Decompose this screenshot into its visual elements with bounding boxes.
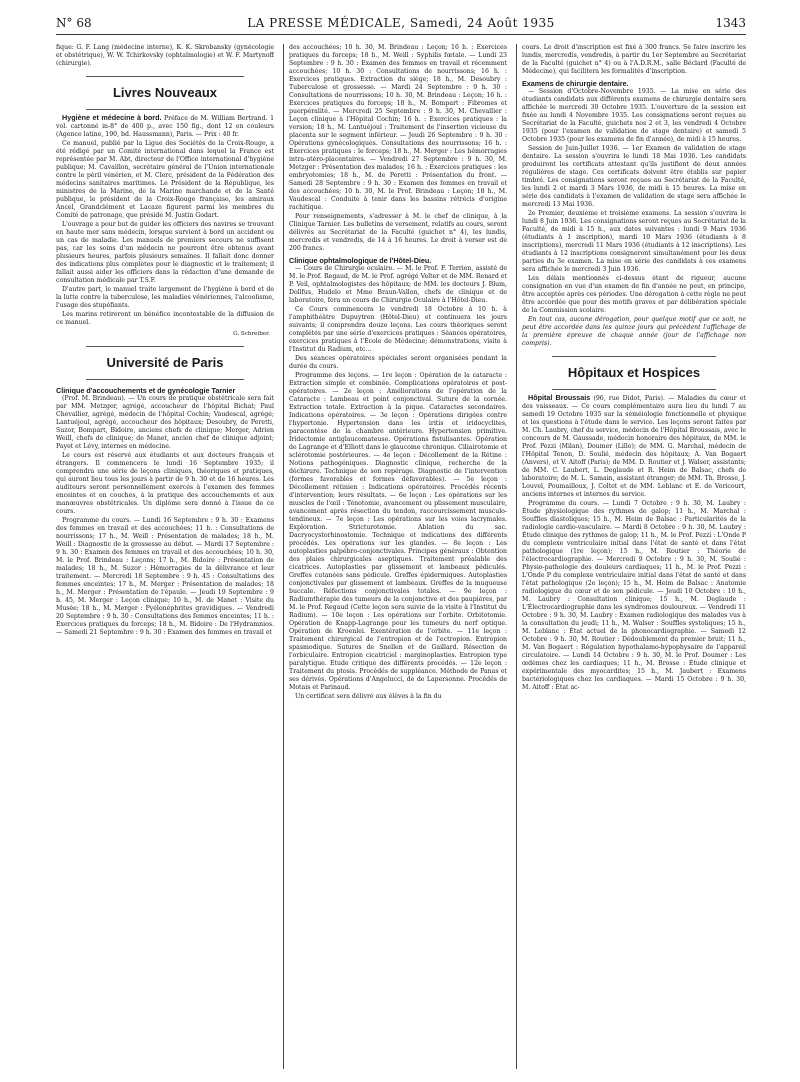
clinic-title: Clinique ophtalmologique de l'Hôtel-Dieu. <box>289 256 432 265</box>
paragraph: D'autre part, le manuel traite largement de l'hygiène à bord et de la lutte contre la tuberculose, les maladies vénériennes, l'alcoolisme, l'usage des stupéfiants. <box>56 286 274 309</box>
journal-title: LA PRESSE MÉDICALE, Samedi, 24 Août 1935 <box>247 16 555 30</box>
paragraph: En tout cas, aucune dérogation, pour quelque motif que ce soit, ne peut être accordée dans les quinze jours qui précèdent l'affichage de la première épreuve de chaque année (jour de l'affichage non compris). <box>522 316 746 347</box>
paragraph: Pour renseignements, s'adresser à M. le chef de clinique, à la Clinique Tarnier. Les bulletins de versement, relatifs au cours, seront délivrés au Secrétariat de la Faculté (guichet n° 4), les lundis, mercredis et vendredis, de 14 à 16 heures. Le droit à verser est de 200 francs. <box>289 213 507 252</box>
clinic-title: Clinique d'accouchements et de gynécologie Tarnier <box>56 386 236 395</box>
paragraph: Ce manuel, publié par la Ligue des Sociétés de la Croix-Rouge, a été rédigé par un Comité international dans lequel la France est représentée par M. Abt, directeur de l'Office international d'hygiène publique; M. Cavaillon, secrétaire général de l'Union internationale contre le péril vénérien, et M. Clerc, président de la Fédération des médecins sanitaires maritimes. Le Président de la République, les ministres de la Marine, de la Marine marchande et de la Santé publique, le président de la Croix-Rouge française, les amiraux Ancel, Grandclément et Lacaze figurent parmi les membres du Comité de patronage, que préside M. Justin Godart. <box>56 140 274 219</box>
paragraph: 2e Premier, deuxième et troisième examens. La session s'ouvrira le lundi 8 Juin 1936. Les consignations seront reçues au Secrétariat de la Faculté, de midi à 15 h., aux dates suivantes : lundi 9 Mars 1936 (étudiants à 1 inscription), mardi 10 Mars 1936 (étudiants à 8 inscriptions), mercredi 11 Mars 1936 (étudiants à 12 inscriptions). Les étudiants à 12 inscriptions consigneront simultanément pour les deux parties du 3e examen. La mise en série des candidats à ces examens sera affichée le mercredi 3 Juin 1936. <box>522 210 746 273</box>
paragraph: L'ouvrage a pour but de guider les officiers des navires se trouvant en haute mer sans médecin, lorsque survient à bord un accident ou un cas de maladie. Les manuels de premiers secours ne suffisent pas, car les soins d'un médecin ne pourront être obtenus avant plusieurs heures, parfois plusieurs semaines. Il fallait donc donner des indications plus complètes pour le diagnostic et le traitement; il fallait aussi aider les officiers dans la rédaction d'une demande de consultation médicale par T.S.F. <box>56 221 274 284</box>
book-title: Hygiène et médecine à bord. <box>62 113 162 122</box>
exam-title: Examens de chirurgie dentaire. <box>522 79 629 88</box>
paragraph: des accouchées; 10 h. 30, M. Brindeau : Leçon; 16 h. : Exercices pratiques du forceps; 18 h., M. Weill : Syphilis fœtale. — Lundi 23 Septembre : 9 h. 30 : Examen des femmes en travail et récemment accouchées; 10 h. 30 : Consultations de nourrissons; 16 h. : Exercices pratiques. Extraction du siège; 18 h., M. Desoubry : Tuberculose et grossesse. — Mardi 24 Septembre : 9 h. 30 : Consultations de nourrissons; 10 h. 30, M. Brindeau : Leçon; 16 h. : Exercices pratiques du forceps; 18 h., M. Bompart : Fibromes et puerpéralité. — Mercredi 25 Septembre : 9 h. 30, M. Chevallier : Leçon clinique à l'Hôpital Cochin; 16 h. : Exercices pratiques : la version; 18 h., M. Lantuéjoul : Traitement de l'insertion vicieuse du placenta sur le segment inférieur. — Jeudi 26 Septembre : 9 h. 30 : Opérations gynécologiques. Consultations des nourrissons; 16 h. : Exercices pratiques : le forceps; 18 h., M. Merger : Les hémorragies intra-utéro-placentaires. — Vendredi 27 Septembre : 9 h. 30, M. Metzger : Présentation des malades; 16 h. : Exercices pratiques : les embryotomies; 18 h., M. de Peretti : Présentation du front. — Samedi 28 Septembre : 9 h. 30 : Examen des femmes en travail et des accouchées; 10 h. 30, M. le Prof. Brindeau : Leçon; 18 h., M. Vaudescal : Conduite à tenir dans les bassins rétrécis d'origine rachitique. <box>289 44 507 211</box>
column-divider <box>516 44 517 1069</box>
page-header <box>56 12 746 35</box>
paragraph: Ce Cours commencera le vendredi 18 Octobre à 10 h. à l'amphithéâtre Dupuytren (Hôtel-Dieu) et continuera les jours suivants; il comprendra douze leçons. Les cours théoriques seront complétés par une série d'exercices pratiques : Séances opératoires, exercices pratiques à l'École de Médecine; démonstrations, visite à l'Institut du Radium, etc... <box>289 306 507 353</box>
paragraph: — Session d'Octobre-Novembre 1935. — La mise en série des étudiants candidats aux différents examens de chirurgie dentaire sera affichée le mercredi 30 Octobre 1935. L'ouverture de la session est fixée au lundi 4 Novembre 1935. Les consignations seront reçues au Secrétariat de la Faculté, guichets nos 2 et 3, les vendredi 4 Octobre 1935 (pour l'examen de validation de stage dentaire) et samedi 5 Octobre 1935 (pour les examens de fin d'année), de midi à 15 heures. <box>522 88 746 143</box>
paragraph: Des séances opératoires spéciales seront organisées pendant la durée du cours. <box>289 355 507 370</box>
paragraph: cours. Le droit d'inscription est fixé à 300 francs. Se faire inscrire les lundis, mercredis, vendredis, à partir du 1er Septembre au Secrétariat de la Faculté (guichet n° 4) ou à l'A.D.R.M., salle Béclard (Faculté de Médecine), qui facilitera les formalités d'inscription. <box>522 44 746 75</box>
paragraph: Programme du cours. — Lundi 7 Octobre : 9 h. 30, M. Laubry : Étude physiologique des rythmes de galop; 11 h., M. Marchal : Souffles diastoliques; 15 h., M. Heim de Balsac : Particularités de la radiologie cardio-vasculaire. — Mardi 8 Octobre : 9 h. 30, M. Laubry : Étude clinique des rythmes de galop; 11 h., M. le Prof. Pezzi : L'Onde P du complexe ventriculaire initial dans l'état de santé et dans l'état pathologique (1re leçon); 15 h., M. Routier : Théorie de l'électrocardiographie. — Mercredi 9 Octobre : 9 h. 30, M. Soulié : Physio-pathologie des douleurs cardiaques; 11 h., M. le Prof. Pezzi : L'Onde P du complexe ventriculaire initial dans l'état de santé et dans l'état pathologique (2e leçon); 15 h., M. Heim de Balsac : Anatomie radiologique du cœur et de son pédicule. — Jeudi 10 Octobre : 10 h., M. Laubry : Consultation clinique; 15 h., M. Deglaude : L'Électrocardiographie dans les syndromes douloureux. — Vendredi 11 Octobre : 9 h. 30, M. Laubry : Examen radiologique des malades vus à la consultation du jeudi; 11 h., M. Walser : Souffles systoliques; 15 h., M. Leblanc : État actuel de la phonocardiographie. — Samedi 12 Octobre : 9 h. 30, M. Routier : Dédoublement du premier bruit; 11 h., M. Van Bogaert : Régulation hypothalamo-hypophysaire de l'appareil circulatoire. — Lundi 14 Octobre : 9 h. 30, M. le Prof. Doumer : Les œdèmes chez les cardiaques; 11 h., M. Brosse : Étude clinique et expérimentale des myocardites; 15 h., M. Jaubert : Examens bactériologiques chez les cardiaques. — Mardi 15 Octobre : 9 h. 30, M. Aitoff : État ac- <box>522 500 746 691</box>
column-1 <box>56 44 274 1069</box>
intro-text: fique: G. F. Lang (médecine interne), K. K. Skrobansky (gynécologie et obstétrique), W. W. Tchirkovsky (ophtalmologie) et W. F. Martynoff (chirurgie). <box>56 44 274 67</box>
paragraph: — Cours de Chirurgie oculaire. — M. le Prof. F. Terrien, assisté de M. le Prof. Regaud, de M. le Prof. agrégé Velter et de MM. Renard et P. Veil, ophtalmologistes des hôpitaux; de MM. les docteurs J. Blum, Dollfus, Hudelo et Mme Braun-Vallon, chefs de clinique et de laboratoire, fera un cours de Chirurgie Oculaire à l'Hôtel-Dieu. <box>289 265 507 304</box>
paragraph: Les délais mentionnés ci-dessus étant de rigueur, aucune consignation en vue d'un examen de fin d'année ne peut, en principe, être acceptée après ces périodes. Une dérogation à cette règle ne peut être accordée que pour des motifs graves et par délibération spéciale de la Commission scolaire. <box>522 275 746 314</box>
section-rule <box>552 356 716 357</box>
section-rule <box>86 346 244 347</box>
paragraph: Le cours est réservé aux étudiants et aux docteurs français et étrangers. Il commencera le lundi 16 Septembre 1935; il comprendra une série de leçons cliniques, théoriques et pratiques, qui auront lieu tous les jours à partir de 9 h. 30 et de 16 heures. Les auditeurs seront personnellement exercés à l'examen des femmes enceintes et en couches, à la pratique des accouchements et aux manœuvres obstétricales. Un diplôme sera donné à l'issue de ce cours. <box>56 452 274 515</box>
paragraph: Un certificat sera délivré aux élèves à la fin du <box>295 693 442 700</box>
paragraph: (Prof. M. Brindeau). — Un cours de pratique obstétricale sera fait par MM. Metzger, agrégé, accoucheur de l'hôpital Bichat; Paul Chevallier, agrégé, médecin de l'hôpital Cochin; Vaudescal, agrégé; Lantuéjoul, agrégé, accoucheur des hôpitaux; Desoubry, de Peretti, Suzor, Bompart, Bidoire, anciens chefs de clinique; Merger, Adrien Weill, chefs de clinique; de Manet, ancien chef de clinique adjoint; Payet et Lévy, internes en médecine. <box>56 395 274 450</box>
column-3 <box>522 44 746 1069</box>
book-reference: Préface de M. William Bertrand. 1 vol. cartonné in-8° de 400 p., avec 150 fig., dont 12 en couleurs (Agence latine, 190, bd. Haussmann), Paris. — Prix : 40 fr. <box>56 115 274 138</box>
issue-number: N° 68 <box>56 16 92 30</box>
paragraph: Les marins retireront un bénéfice incontestable de la diffusion de ce manuel. <box>56 311 274 326</box>
paragraph: Session de Juin-Juillet 1936. — 1er Examen de validation de stage dentaire. La session s'ouvrira le lundi 18 Mai 1936. Les candidats produiront les certificats attestant qu'ils justifient de deux années régulières de stage. Ces certificats doivent être établis sur papier timbré. Les consignations seront reçues au Secrétariat de la Faculté, les lundi 2 et mardi 3 Mars 1936, de midi à 15 heures. La mise en série des candidats à l'examen de validation de stage sera affichée le mercredi 13 Mai 1936. <box>522 145 746 208</box>
column-2 <box>289 44 507 1069</box>
section-title-universite: Université de Paris <box>106 355 224 370</box>
column-divider <box>283 44 284 1069</box>
signature: G. Schreiber. <box>233 331 270 337</box>
page-number: 1343 <box>715 16 746 30</box>
section-title-livres: Livres Nouveaux <box>112 85 218 100</box>
hospital-title: Hôpital Broussais <box>528 393 591 402</box>
hospital-text: (96, rue Didot, Paris). — Maladies du cœur et des vaisseaux. — Ce cours complémentaire aura lieu du lundi 7 au samedi 19 Octobre 1935 sur la séméiologie fonctionnelle et physique et les questions à l'étude dans le service. Les leçons seront faites par M. Ch. Laubry, chef du service, médecin de l'Hôpital Broussais, avec le concours de M. Gaussade, médecin honoraire des hôpitaux, de MM. le Prof. Pezzi (Milan), Doumer (Lille); de MM. G. Marchal, médecin de l'Hôpital Tenon, D. Soulié, médecin des hôpitaux; A. Van Bogaert (Anvers), et V. Aitoff (Paris); de MM. D. Routier et J. Walser, assistants; de MM. C. Laubert, L. Deglaude et R. Heim de Balsac, chefs de laboratoire; de M. L. Samain, assistant étranger; de MM. Th. Brosse, J. Louvel, Poumailloux, J. Coltet et de MM. Leblanc et E. de Vericourt, anciens internes et internes du service. <box>522 395 746 498</box>
section-title-hopitaux: Hôpitaux et Hospices <box>567 365 701 380</box>
paragraph: Programme du cours. — Lundi 16 Septembre : 9 h. 30 : Examens des femmes en travail et des accouchées; 11 h. : Consultations de nourrissons; 17 h., M. Weill : Présentation de malades; 18 h., M. Weill : Diagnostic de la grossesse au début. — Mardi 17 Septembre : 9 h. 30 : Examen des femmes en travail et des accouchées; 10 h. 30, M. le Prof. Brindeau : Leçons; 17 h., M. Bidoire : Présentation de malades; 18 h., M. Suzor : Hémorragies de la délivrance et leur traitement. — Mercredi 18 Septembre : 9 h. 45 : Consultations des femmes enceintes; 17 h., M. Merger : Présentation de malades; 18 h., M. Merger : Présentation de l'épaule. — Jeudi 19 Septembre : 9 h. 45, M. Merger : Leçon clinique; 10 h., M. de Manet : Visite du Musée; 18 h., M. Merger : Pyélonéphrites gravidiques. — Vendredi 20 Septembre : 9 h. 30 : Consultations des femmes enceintes; 11 h. : Exercices pratiques du forceps; 18 h., M. Bidoire : De l'Hydramnios. — Samedi 21 Septembre : 9 h. 30 : Examen des femmes en travail et <box>56 517 274 636</box>
paragraph: Programme des leçons. — 1re leçon : Opération de la cataracte : Extraction simple et combinée. Complications opératoires et post-opératoires. — 2e leçon : Améliorations de l'opération de la Cataracte : Lambeau et point conjonctival. Suture de la cornée. Extraction totale. Extraction à la pique. Cataractes secondaires. Indications opératoires. — 3e leçon : Opérations dirigées contre l'hypertonie. Hypertension dans les iritis et iridocyclites, paracentèse de la chambre antérieure. Hypertension primitive. Iridectomie antiglaucomateuse. Opérations fistulisantes. Opération de Lagrange et d'Elliott dans le glaucome chronique. Ciliairotomie et sclérotomie postérieures. — 4e leçon : Décollement de la Rétine : Notions pathogéniques. Diagnostic clinique, recherche de la déchirure. Technique de son repérage. Diagnostic de l'intervention (formes favorables et formes défavorables). — 5e leçon : Décollement rétinien : Indications opératoires. Procédés récents d'intervention; leurs résultats. — 6e leçon : Les opérations sur les muscles de l'œil : Ténotomie, avancement ou plissement musculaire, avancement après résection du tendon, raccourcissement musculo-tendineux. — 7e leçon : Les opérations sur les voies lacrymales. Exploration. Stricturotomie. Ablation du sac. Dacryocystorhinostomie. Technique et indications des différents procédés. Les opérations sur les glandes. — 8e leçon : Les autoplasties palpébro-conjonctivales. Principes généraux : Obtention des plaies chirurgicales aseptiques. Traitement préalable des cicatrices. Autoplasties par glissement et lambeaux pédiculés. Greffes cutanées sans pédicule. Greffes épidermiques. Autoplasties conjonctivales par glissement et lambeaux. Greffes de la muqueuse buccale. Réfections conjonctivales totales. — 9e leçon : Radiumthérapie des tumeurs de la conjonctive et des paupières, par M. le Prof. Regaud (Cette leçon sera suivie de la visite à l'Institut du Radium). — 10e leçon : Les opérations sur l'orbite. Orbitotomie. Opération de Knapp-Lagrange pour les tumeurs du nerf optique. Opération de Kroenlei. Exentération de l'orbite. — 11e leçon : Traitement chirurgical de l'entropion et de l'ectropion. Entropion spasmodique. Sutures de Snellen et de Gaillard. Résection de l'orbiculaire. Entropion cicatriciel : marginoplasties. Entropion type paralytique. Etude critique des différents procédés. — 12e leçon : Traitement du ptosis. Procédés de suppléance. Méthode de Panas et ses dérivés. Opérations d'Angelucci, de de Lapersonne. Procédés de Motais et Parinaud. <box>289 372 507 691</box>
section-rule <box>86 76 244 77</box>
